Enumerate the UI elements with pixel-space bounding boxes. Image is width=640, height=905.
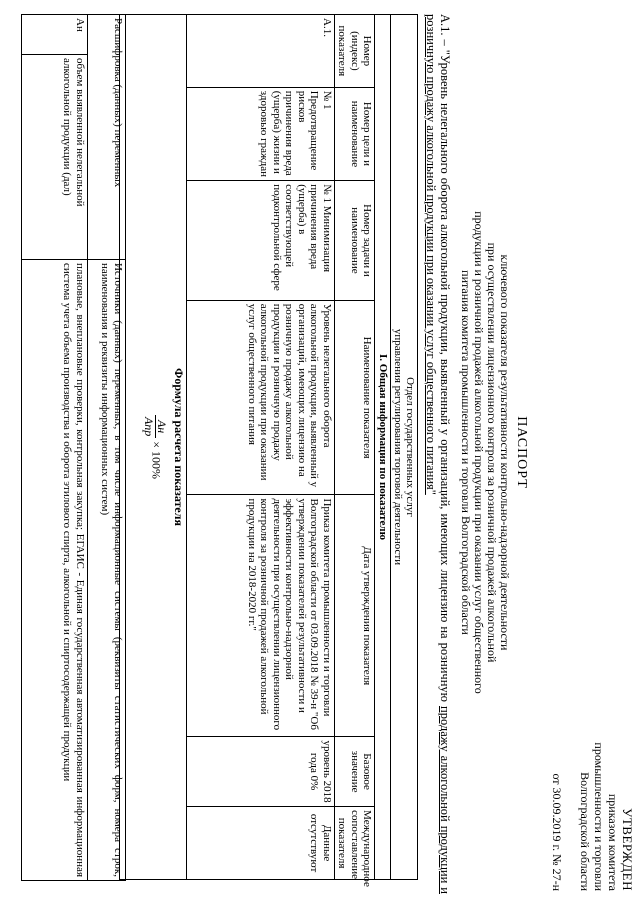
column-header: Дата утверждения показателя bbox=[335, 495, 376, 737]
department-cell bbox=[391, 15, 418, 880]
cell-base-value: уровень 2018 года 0% bbox=[187, 737, 335, 807]
document-header bbox=[459, 0, 528, 905]
document-title: ПАСПОРТ bbox=[514, 416, 529, 489]
header-line: ключевого показателя результативности контрольно-надзорной деятельности bbox=[498, 254, 512, 651]
cell-task: № 1 Минимизация причинения вреда (ущерба) в соответствующей подконтрольной сфере bbox=[187, 181, 335, 300]
cell-international: Данные отсутствуют bbox=[187, 807, 335, 880]
department-line: управления регулирования торговой деятельности bbox=[392, 328, 404, 566]
cell-name: Уровень нелегального оборота алкогольной продукции, выявленный у организаций, имеющих лицензию на розничную продажу алкогольной продукции и розничную продажу алкогольной продукции при оказании услуг общественного питания bbox=[187, 300, 335, 495]
approval-title: УТВЕРЖДЕН bbox=[620, 808, 635, 891]
formula-denominator: Апр bbox=[142, 416, 156, 437]
header-line: при осуществлении лицензионного контроля за розничной продажей алкогольной bbox=[485, 242, 499, 663]
passport-table bbox=[119, 14, 418, 887]
column-header: Номер задачи и наименование bbox=[335, 181, 376, 300]
header-line: продукции и розничной продажей алкогольной продукции при оказании услуг общественного bbox=[472, 211, 486, 694]
column-header: Номер цели и наименование bbox=[335, 87, 376, 181]
variable-source: плановые, внеплановые проверки, контрольная закупка; ЕГАИС - Единая государственная автоматизированная информационная система учета объема производства и оборота этилового спирта, алкогольной и спиртосодержащей продукции bbox=[22, 260, 88, 881]
approval-date: от 30.09.2019 г. № 27-н bbox=[550, 773, 564, 891]
variable-row bbox=[22, 15, 88, 881]
variables-header-row bbox=[88, 15, 126, 881]
approval-stamp bbox=[550, 742, 634, 891]
approval-line: Волгоградской области bbox=[578, 772, 592, 891]
variables-table bbox=[21, 14, 126, 881]
formula-cell bbox=[120, 15, 187, 880]
variable-symbol: Ан bbox=[22, 15, 88, 55]
column-header: Номер (индекс) показателя bbox=[335, 15, 376, 88]
column-header: Наименование показателя bbox=[335, 300, 376, 495]
formula-fraction bbox=[143, 415, 169, 438]
formula bbox=[143, 18, 169, 876]
department-line: Отдел государственных услуг bbox=[404, 377, 416, 517]
variable-description: объем выявленной нелегальной алкогольной продукции (дал) bbox=[22, 55, 88, 260]
column-header: Международное сопоставление показателя bbox=[335, 807, 376, 880]
formula-numerator: Ан bbox=[155, 415, 169, 438]
header-line: питания комитета промышленности и торговли Волгоградской области bbox=[459, 270, 473, 635]
formula-suffix: × 100% bbox=[149, 441, 164, 480]
formula-title: Формула расчета показателя bbox=[172, 368, 186, 526]
approval-line: приказом комитета bbox=[606, 793, 620, 891]
cell-index: А.1. bbox=[187, 15, 335, 88]
table-header-row bbox=[335, 15, 376, 880]
indicator-underlined: продажу алкогольной продукции и розничную продажу алкогольной продукции при оказании услуг общественного питания" bbox=[424, 14, 452, 894]
variables-header-left: Расшифровка (данных) переменных bbox=[88, 15, 126, 260]
approval-line: промышленности и торговли bbox=[592, 742, 606, 891]
section-title: I. Общая информация по показателю bbox=[375, 15, 391, 880]
table-row bbox=[187, 15, 335, 880]
column-header: Базовое значение bbox=[335, 737, 376, 807]
cell-goal: № 1 Предотвращение рисков причинения вреда (ущерба) жизни и здоровью граждан bbox=[187, 87, 335, 181]
variables-header-right: Источники (данных) переменных, в том числе информационные системы (реквизиты статистических форм, номера строк, наименования и реквизиты информационных систем) bbox=[88, 260, 126, 881]
indicator-title bbox=[424, 14, 452, 894]
indicator-prefix: А.1. – "Уровень нелегального оборота алкогольной продукции, выявленный у организаций, имеющих лицензию на розничную bbox=[438, 14, 452, 706]
cell-approval-date: Приказ комитета промышленности и торговли Волгоградской области от 03.09.2018 № 39-н "Об утверждении показателей результативности и эффективности контрольно-надзорной деятельности при осуществлении лицензионного контроля за розничной продажей алкогольной продукции на 2018-2020 гг." bbox=[187, 495, 335, 737]
